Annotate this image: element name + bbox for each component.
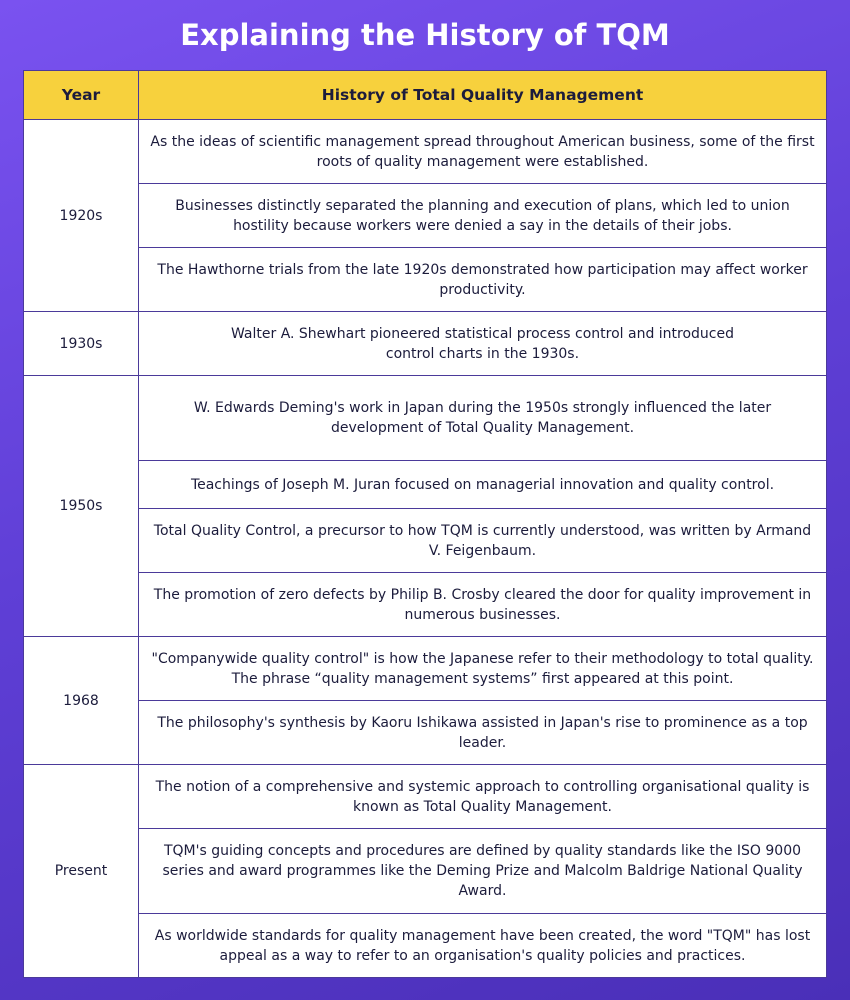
year-cell: 1968 [24,637,139,765]
table-row [24,914,827,978]
history-cell: Businesses distinctly separated the planning and execution of plans, which led to union hostility because workers were denied a say in the details of their jobs. [139,184,827,248]
history-cell: "Companywide quality control" is how the Japanese refer to their methodology to total quality. The phrase “quality management systems” first appeared at this point. [139,637,827,701]
year-cell: Present [24,765,139,978]
header-row [24,71,827,120]
table-row [24,573,827,637]
table-row [24,312,827,376]
year-cell: 1930s [24,312,139,376]
history-cell: Teachings of Joseph M. Juran focused on managerial innovation and quality control. [139,461,827,509]
history-cell: The philosophy's synthesis by Kaoru Ishikawa assisted in Japan's rise to prominence as a top leader. [139,701,827,765]
page-title: Explaining the History of TQM [180,18,670,52]
table-row [24,461,827,509]
table-row [24,829,827,914]
table-row [24,184,827,248]
history-cell: The Hawthorne trials from the late 1920s demonstrated how participation may affect worker productivity. [139,248,827,312]
history-cell: Total Quality Control, a precursor to how TQM is currently understood, was written by Armand V. Feigenbaum. [139,509,827,573]
table-row [24,765,827,829]
table-row [24,509,827,573]
history-column-header: History of Total Quality Management [139,71,827,120]
table-row [24,637,827,701]
history-cell: TQM's guiding concepts and procedures are defined by quality standards like the ISO 9000 series and award programmes like the Deming Prize and Malcolm Baldrige National Quality Award. [139,829,827,914]
table-row [24,376,827,461]
history-cell: The promotion of zero defects by Philip B. Crosby cleared the door for quality improvement in numerous businesses. [139,573,827,637]
history-cell: Walter A. Shewhart pioneered statistical process control and introduced control charts in the 1930s. [139,312,827,376]
year-cell: 1950s [24,376,139,637]
history-cell: The notion of a comprehensive and systemic approach to controlling organisational quality is known as Total Quality Management. [139,765,827,829]
history-table [23,70,827,978]
history-cell: As worldwide standards for quality management have been created, the word "TQM" has lost appeal as a way to refer to an organisation's quality policies and practices. [139,914,827,978]
table-row [24,120,827,184]
table-row [24,248,827,312]
year-cell: 1920s [24,120,139,312]
year-column-header: Year [24,71,139,120]
history-cell: As the ideas of scientific management spread throughout American business, some of the first roots of quality management were established. [139,120,827,184]
history-cell: W. Edwards Deming's work in Japan during the 1950s strongly influenced the later development of Total Quality Management. [139,376,827,461]
table-row [24,701,827,765]
